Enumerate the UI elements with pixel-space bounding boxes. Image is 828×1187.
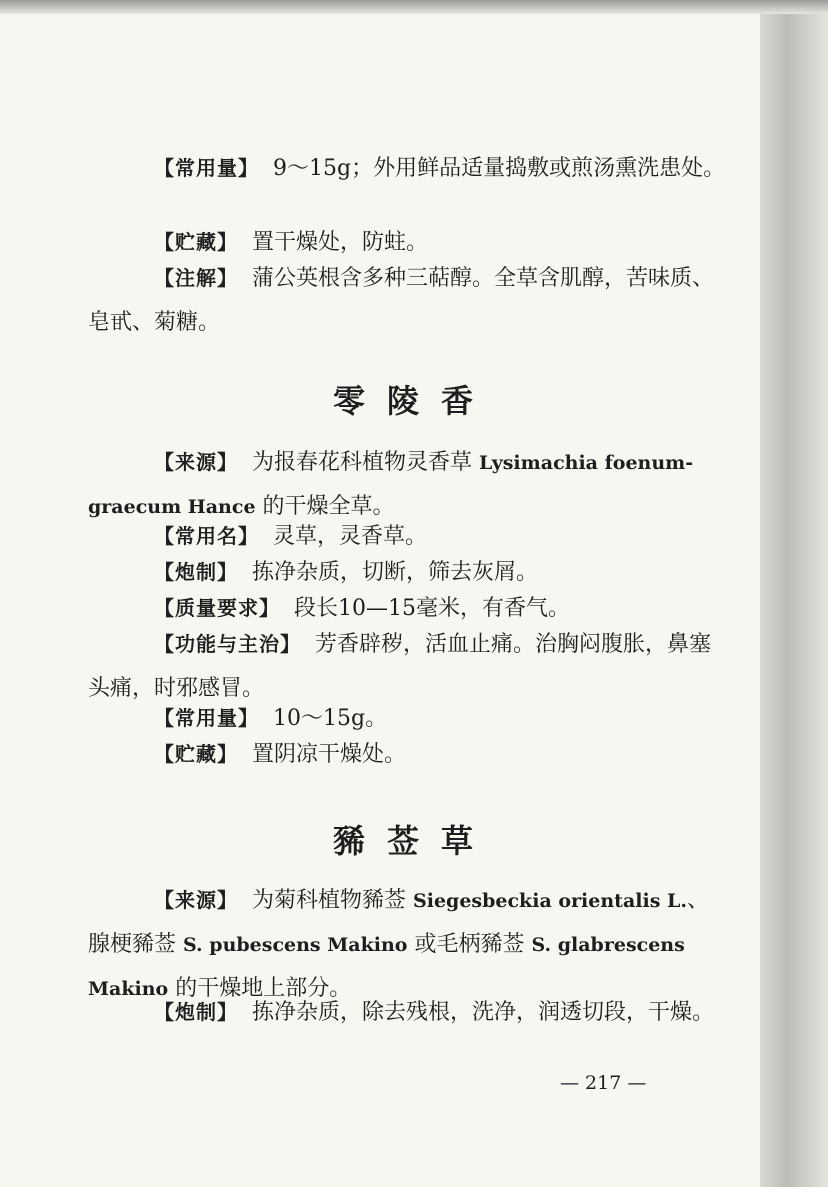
entry-label: 【贮藏】 xyxy=(154,742,238,766)
entry-label: 【来源】 xyxy=(154,888,238,912)
latin-name: S. pubescens Makino xyxy=(183,934,408,956)
entry-text: 段长10—15毫米，有香气。 xyxy=(294,596,570,621)
scan-top-edge xyxy=(0,0,828,14)
latin-name: S. glabrescens Makino xyxy=(88,934,685,1000)
entry-label: 【常用量】 xyxy=(154,156,259,180)
entry-label: 【注解】 xyxy=(154,266,238,290)
entry-note-prev xyxy=(88,256,728,345)
entry-text: 蒲公英根含多种三萜醇。全草含肌醇，苦味质、皂甙、菊糖。 xyxy=(88,266,715,335)
entry-label: 【贮藏】 xyxy=(154,230,238,254)
entry-text: 置阴凉干燥处。 xyxy=(252,742,407,767)
entry-text: 或毛柄豨莶 xyxy=(414,932,525,957)
entry-label: 【来源】 xyxy=(154,450,238,474)
entry-text: 10～15g。 xyxy=(273,706,388,731)
entry-label: 【质量要求】 xyxy=(154,596,280,620)
entry-text: 、腺梗豨莶 xyxy=(88,888,709,957)
entry-text: 的干燥全草。 xyxy=(262,494,395,519)
entry-processing-2 xyxy=(88,990,728,1035)
entry-text: 拣净杂质，除去残根，洗净，润透切段，干燥。 xyxy=(252,1000,715,1025)
entry-text: 为菊科植物豨莶 xyxy=(252,888,407,913)
section-title-lingling: 零陵香 xyxy=(332,382,495,420)
entry-label: 【功能与主治】 xyxy=(154,632,301,656)
entry-label: 【常用名】 xyxy=(154,524,259,548)
entry-text: 9～15g；外用鲜品适量捣敷或煎汤熏洗患处。 xyxy=(273,156,726,181)
entry-storage xyxy=(88,732,728,777)
latin-name: Siegesbeckia orientalis L. xyxy=(413,890,687,912)
section-title-xixian: 豨莶草 xyxy=(332,822,495,860)
entry-text: 为报春花科植物灵香草 xyxy=(252,450,473,475)
entry-label: 【炮制】 xyxy=(154,1000,238,1024)
entry-label: 【炮制】 xyxy=(154,560,238,584)
entry-text: 灵草，灵香草。 xyxy=(273,524,428,549)
entry-text: 的干燥地上部分。 xyxy=(175,976,352,1001)
page-number: — 217 — xyxy=(560,1072,647,1094)
entry-label: 【常用量】 xyxy=(154,706,259,730)
entry-text: 芳香辟秽，活血止痛。治胸闷腹胀，鼻塞头痛，时邪感冒。 xyxy=(88,632,712,701)
book-gutter xyxy=(760,0,828,1187)
entry-dosage-prev xyxy=(88,146,728,191)
entry-text: 拣净杂质，切断，筛去灰屑。 xyxy=(252,560,539,585)
entry-text: 置干燥处，防蛀。 xyxy=(252,230,429,255)
latin-name: Lysimachia foenum-graecum Hance xyxy=(88,452,694,518)
